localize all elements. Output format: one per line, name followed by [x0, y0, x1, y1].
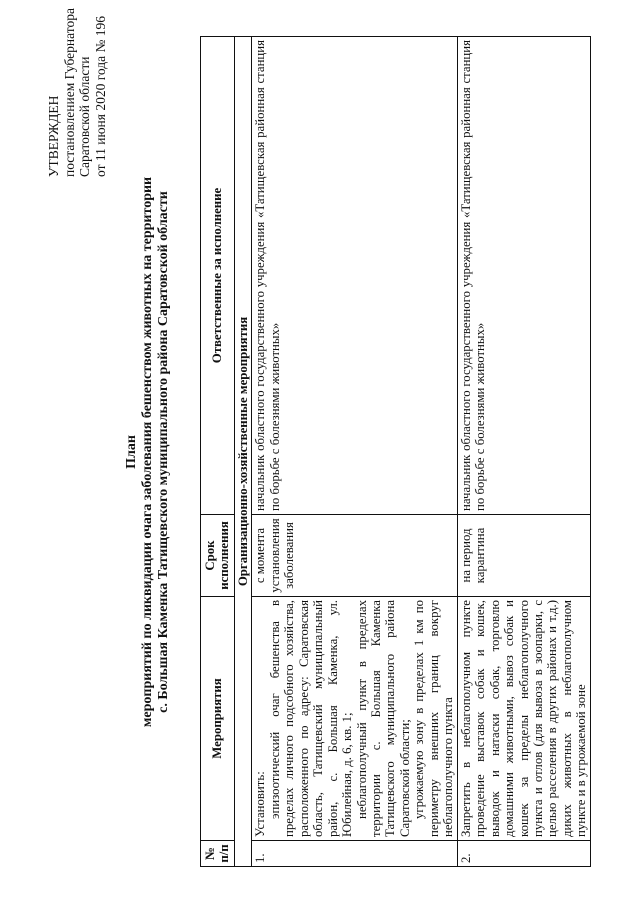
approval-line: Саратовской области	[77, 56, 93, 177]
row-number: 2.	[457, 841, 590, 867]
section-title: Организационно-хозяйственные мероприятия	[234, 37, 251, 867]
title-location: с. Большая Каменка Татищевского муниципального района Саратовской области	[156, 191, 172, 713]
title-subject: мероприятий по ликвидации очага заболевания бешенством животных на территории	[140, 176, 156, 728]
approval-date: от 11 июня 2020 года № 196	[92, 15, 108, 177]
responsible-cell: начальник областного государственного учреждения «Татищевская районная станция по борьбе с болезнями животных»	[252, 37, 457, 515]
section-row	[234, 37, 251, 867]
measure-intro: Установить:	[253, 771, 268, 837]
rotated-content	[38, 8, 590, 867]
measure-cell: Запретить в неблагополучном пункте проведение выставок собак и кошек, выводок и натаски собак, торговлю домашними животными, вывоз собак и кошек за пределы неблагополучного пункта и отлов (для вывоза в зоопарки, с целью расселения в других районах и т.д.) диких животных в неблагополучном пункте и в угрожаемой зоне	[457, 597, 590, 841]
title-plan: План	[124, 435, 139, 469]
deadline-cell: с момента установления заболевания	[252, 515, 457, 597]
header-deadline: Срок исполнения	[201, 515, 235, 597]
table-row	[252, 37, 457, 867]
measure-paragraph: эпизоотический очаг бешенства в пределах личного подсобного хозяйства, расположенного по адресу: Саратовская область, Татищевский муниципальный район, с. Большая Каменка, ул. Юбилейная, д. 6, кв. 1;	[267, 600, 355, 837]
header-responsible: Ответственные за исполнение	[201, 37, 235, 515]
table-row	[457, 37, 590, 867]
approval-stamp	[46, 0, 108, 177]
header-measures: Мероприятия	[201, 597, 235, 841]
table-header-row	[201, 37, 235, 867]
header-num: № п/п	[201, 841, 235, 867]
responsible-cell: начальник областного государственного учреждения «Татищевская районная станция по борьбе с болезнями животных»	[457, 37, 590, 515]
approval-heading: УТВЕРЖДЕН	[46, 95, 61, 177]
deadline-cell: на период карантина	[457, 515, 590, 597]
measure-paragraph: неблагополучный пункт в пределах территории с. Большая Каменка Татищевского муниципального района Саратовской области;	[354, 600, 412, 837]
approval-line: постановлением Губернатора	[61, 8, 77, 177]
document-title	[124, 37, 172, 867]
measure-paragraph: угрожаемую зону в пределах 1 км по периметру внешних границ вокруг неблагополучного пункта	[412, 600, 456, 837]
row-number: 1.	[252, 841, 457, 867]
measure-cell	[252, 597, 457, 841]
plan-table	[200, 36, 591, 867]
